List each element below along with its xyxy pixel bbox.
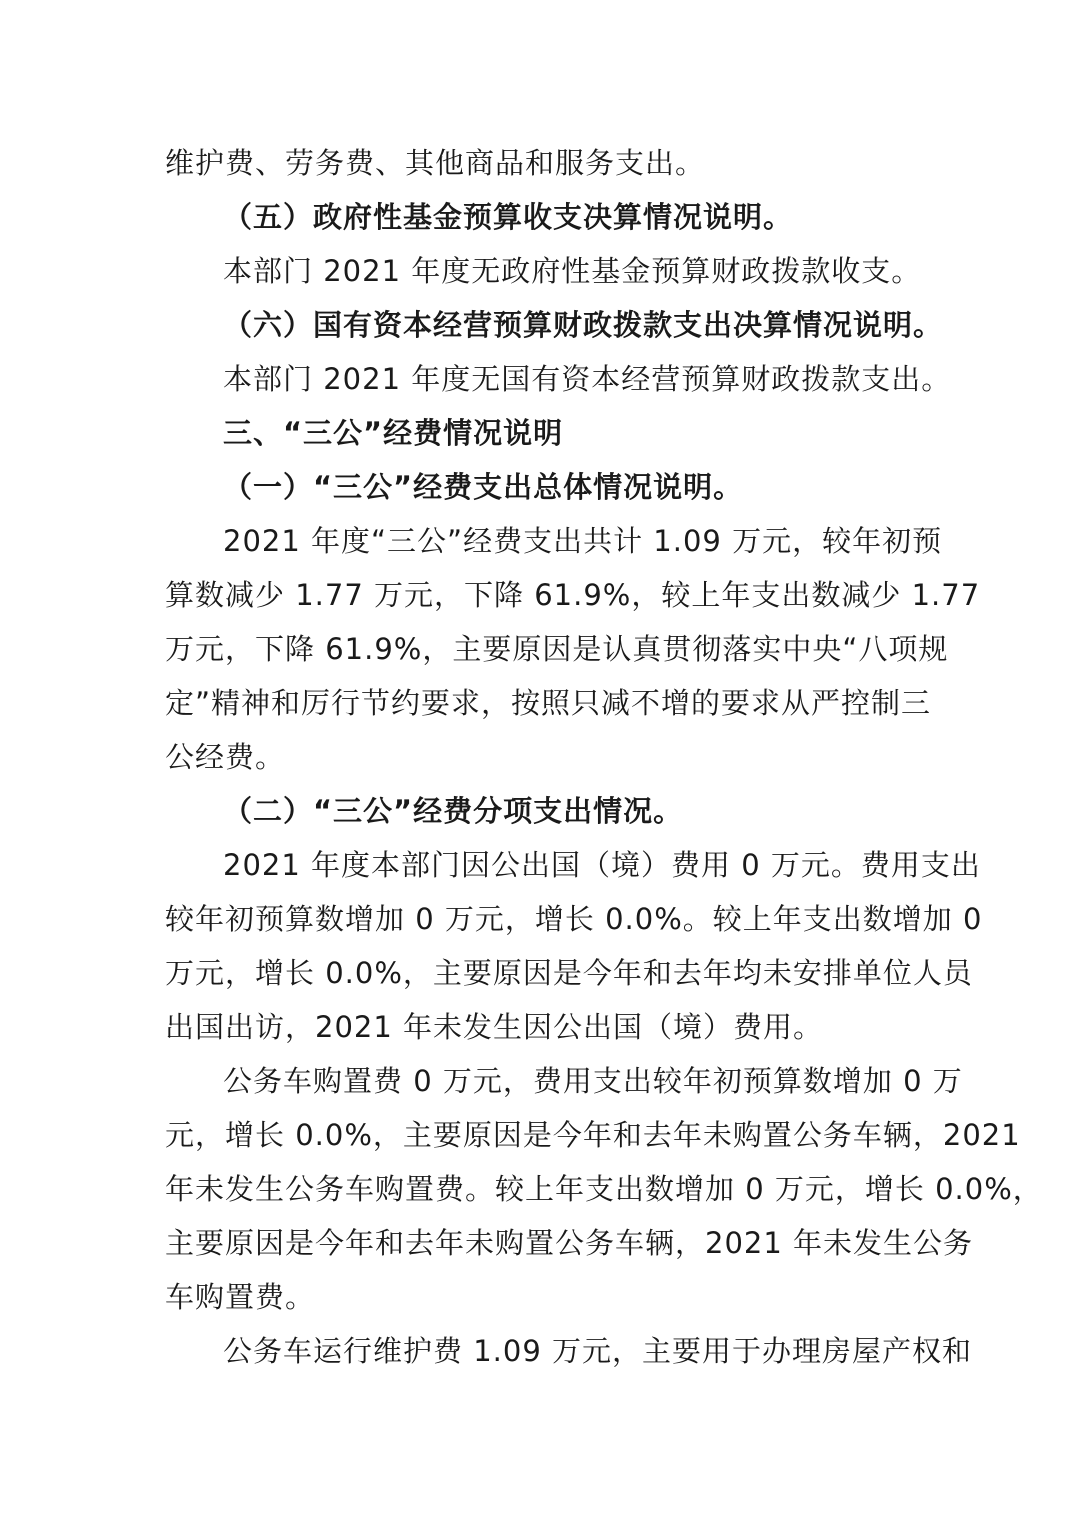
document-page — [165, 136, 1043, 1378]
paragraph-line: 公经费。 — [165, 740, 286, 774]
paragraph-line: 2021 年度本部门因公出国（境）费用 0 万元。费用支出 — [223, 848, 981, 882]
paragraph-line: 车购置费。 — [165, 1280, 316, 1314]
paragraph-line: 出国出访，2021 年未发生因公出国（境）费用。 — [165, 1010, 824, 1044]
chapter-heading: 三、“三公”经费情况说明 — [223, 416, 564, 450]
paragraph-line: 公务车购置费 0 万元，费用支出较年初预算数增加 0 万 — [223, 1064, 963, 1098]
paragraph-line: 维护费、劳务费、其他商品和服务支出。 — [165, 146, 706, 180]
section-heading: （一）“三公”经费支出总体情况说明。 — [223, 470, 744, 504]
paragraph-line: 本部门 2021 年度无政府性基金预算财政拨款收支。 — [223, 254, 922, 288]
paragraph-line: 万元，下降 61.9%，主要原因是认真贯彻落实中央“八项规 — [165, 632, 949, 666]
paragraph-line: 主要原因是今年和去年未购置公务车辆，2021 年未发生公务 — [165, 1226, 974, 1260]
paragraph-line: 算数减少 1.77 万元，下降 61.9%，较上年支出数减少 1.77 — [165, 578, 981, 612]
paragraph-line: 本部门 2021 年度无国有资本经营预算财政拨款支出。 — [223, 362, 952, 396]
paragraph-line: 2021 年度“三公”经费支出共计 1.09 万元，较年初预 — [223, 524, 943, 558]
paragraph-line: 公务车运行维护费 1.09 万元，主要用于办理房屋产权和 — [223, 1334, 973, 1368]
section-heading: （六）国有资本经营预算财政拨款支出决算情况说明。 — [223, 308, 944, 342]
paragraph-line: 元，增长 0.0%，主要原因是今年和去年未购置公务车辆，2021 — [165, 1118, 1021, 1152]
paragraph-line: 较年初预算数增加 0 万元，增长 0.0%。较上年支出数增加 0 — [165, 902, 983, 936]
section-heading: （二）“三公”经费分项支出情况。 — [223, 794, 684, 828]
section-heading: （五）政府性基金预算收支决算情况说明。 — [223, 200, 794, 234]
paragraph-line: 年未发生公务车购置费。较上年支出数增加 0 万元，增长 0.0%， — [165, 1172, 1043, 1206]
paragraph-line: 定”精神和厉行节约要求，按照只减不增的要求从严控制三 — [165, 686, 932, 720]
paragraph-line: 万元，增长 0.0%，主要原因是今年和去年均未安排单位人员 — [165, 956, 973, 990]
